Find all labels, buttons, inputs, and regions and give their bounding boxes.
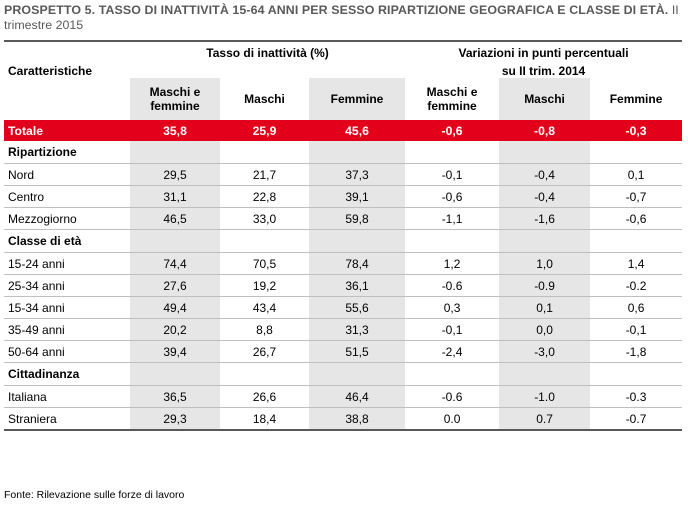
table-row bbox=[4, 386, 682, 408]
cell-value: -0,1 bbox=[405, 164, 499, 186]
cell-value: -3,0 bbox=[499, 341, 590, 363]
col-header-female-rate: Femmine bbox=[309, 78, 405, 120]
cell-value: -1.0 bbox=[499, 386, 590, 408]
cell-value: -2,4 bbox=[405, 341, 499, 363]
cell-value: -0.6 bbox=[405, 275, 499, 297]
cell-value: 51,5 bbox=[309, 341, 405, 363]
header-group-variation-line1: Variazioni in punti percentuali bbox=[458, 46, 629, 60]
cell-value: 38,8 bbox=[309, 408, 405, 431]
row-label: Nord bbox=[4, 164, 130, 186]
cell-value: -0.9 bbox=[499, 275, 590, 297]
cell-value: -0.2 bbox=[590, 275, 682, 297]
cell-value: 29,3 bbox=[130, 408, 220, 431]
total-value: -0,8 bbox=[499, 120, 590, 141]
cell-value: 26,6 bbox=[220, 386, 309, 408]
row-label: Italiana bbox=[4, 386, 130, 408]
cell-value: 0,0 bbox=[499, 319, 590, 341]
cell-value: 31,1 bbox=[130, 186, 220, 208]
table-row bbox=[4, 275, 682, 297]
table-row bbox=[4, 341, 682, 363]
cell-value: 1,4 bbox=[590, 253, 682, 275]
cell-value: 36,5 bbox=[130, 386, 220, 408]
cell-value: -1,1 bbox=[405, 208, 499, 230]
table-row bbox=[4, 208, 682, 230]
cell-value: -0,6 bbox=[590, 208, 682, 230]
col-header-total-var: Maschi e femmine bbox=[426, 85, 478, 113]
cell-value: 21,7 bbox=[220, 164, 309, 186]
header-group-rate: Tasso di inattività (%) bbox=[206, 46, 329, 60]
cell-value: -0,1 bbox=[590, 319, 682, 341]
cell-value: 18,4 bbox=[220, 408, 309, 431]
col-header-male-var: Maschi bbox=[499, 78, 590, 120]
cell-value: 74,4 bbox=[130, 253, 220, 275]
row-label: 15-34 anni bbox=[4, 297, 130, 319]
cell-value: 0,3 bbox=[405, 297, 499, 319]
cell-value: 39,1 bbox=[309, 186, 405, 208]
table-row bbox=[4, 408, 682, 431]
cell-value: 27,6 bbox=[130, 275, 220, 297]
cell-value: 49,4 bbox=[130, 297, 220, 319]
table-row bbox=[4, 164, 682, 186]
cell-value: -0.6 bbox=[405, 386, 499, 408]
table-row bbox=[4, 186, 682, 208]
total-value: 25,9 bbox=[220, 120, 309, 141]
cell-value: 0.7 bbox=[499, 408, 590, 431]
cell-value: 20,2 bbox=[130, 319, 220, 341]
cell-value: 0.0 bbox=[405, 408, 499, 431]
cell-value: 8,8 bbox=[220, 319, 309, 341]
cell-value: -1,6 bbox=[499, 208, 590, 230]
row-label: 15-24 anni bbox=[4, 253, 130, 275]
cell-value: -0.7 bbox=[590, 408, 682, 431]
total-row bbox=[4, 120, 682, 141]
cell-value: -0,6 bbox=[405, 186, 499, 208]
header-characteristics: Caratteristiche bbox=[8, 64, 93, 78]
cell-value: 33,0 bbox=[220, 208, 309, 230]
row-label: Straniera bbox=[4, 408, 130, 431]
cell-value: 0,1 bbox=[499, 297, 590, 319]
table-row bbox=[4, 319, 682, 341]
header-group-variation-line2: su II trim. 2014 bbox=[501, 64, 586, 78]
source-note: Fonte: Rilevazione sulle forze di lavoro bbox=[4, 489, 185, 501]
table-row bbox=[4, 253, 682, 275]
total-value: 45,6 bbox=[309, 120, 405, 141]
section-label: Cittadinanza bbox=[4, 363, 130, 386]
section-header-row bbox=[4, 141, 682, 164]
cell-value: 43,4 bbox=[220, 297, 309, 319]
cell-value: -0,7 bbox=[590, 186, 682, 208]
cell-value: 78,4 bbox=[309, 253, 405, 275]
row-label: 25-34 anni bbox=[4, 275, 130, 297]
cell-value: 26,7 bbox=[220, 341, 309, 363]
cell-value: -0,4 bbox=[499, 164, 590, 186]
cell-value: -1,8 bbox=[590, 341, 682, 363]
table-row bbox=[4, 297, 682, 319]
total-label: Totale bbox=[4, 120, 130, 141]
cell-value: 19,2 bbox=[220, 275, 309, 297]
section-label: Ripartizione bbox=[4, 141, 130, 164]
cell-value: 55,6 bbox=[309, 297, 405, 319]
section-label: Classe di età bbox=[4, 230, 130, 253]
cell-value: 46,5 bbox=[130, 208, 220, 230]
cell-value: 37,3 bbox=[309, 164, 405, 186]
total-value: -0,6 bbox=[405, 120, 499, 141]
cell-value: 59,8 bbox=[309, 208, 405, 230]
col-header-male-rate: Maschi bbox=[244, 92, 285, 106]
header-row-columns bbox=[4, 78, 682, 120]
inactivity-table bbox=[4, 40, 682, 431]
cell-value: 0,1 bbox=[590, 164, 682, 186]
cell-value: 39,4 bbox=[130, 341, 220, 363]
section-header-row bbox=[4, 363, 682, 386]
table-title-bold: PROSPETTO 5. TASSO DI INATTIVITÀ 15-64 ANNI PER SESSO RIPARTIZIONE GEOGRAFICA E CLASSE DI ETÀ. bbox=[4, 3, 669, 17]
row-label: 50-64 anni bbox=[4, 341, 130, 363]
row-label: 35-49 anni bbox=[4, 319, 130, 341]
row-label: Mezzogiorno bbox=[4, 208, 130, 230]
header-row-groups bbox=[4, 41, 682, 64]
cell-value: 70,5 bbox=[220, 253, 309, 275]
cell-value: -0.3 bbox=[590, 386, 682, 408]
table-title-period: II trimestre 2015 bbox=[4, 3, 679, 32]
cell-value: 31,3 bbox=[309, 319, 405, 341]
table-title bbox=[4, 3, 684, 33]
cell-value: -0,4 bbox=[499, 186, 590, 208]
total-value: 35,8 bbox=[130, 120, 220, 141]
cell-value: -0,1 bbox=[405, 319, 499, 341]
col-header-female-var: Femmine bbox=[609, 92, 663, 106]
cell-value: 1,2 bbox=[405, 253, 499, 275]
cell-value: 0,6 bbox=[590, 297, 682, 319]
cell-value: 46,4 bbox=[309, 386, 405, 408]
row-label: Centro bbox=[4, 186, 130, 208]
cell-value: 22,8 bbox=[220, 186, 309, 208]
cell-value: 29,5 bbox=[130, 164, 220, 186]
section-header-row bbox=[4, 230, 682, 253]
total-value: -0,3 bbox=[590, 120, 682, 141]
col-header-total-rate: Maschi e femmine bbox=[130, 78, 220, 120]
cell-value: 1,0 bbox=[499, 253, 590, 275]
cell-value: 36,1 bbox=[309, 275, 405, 297]
